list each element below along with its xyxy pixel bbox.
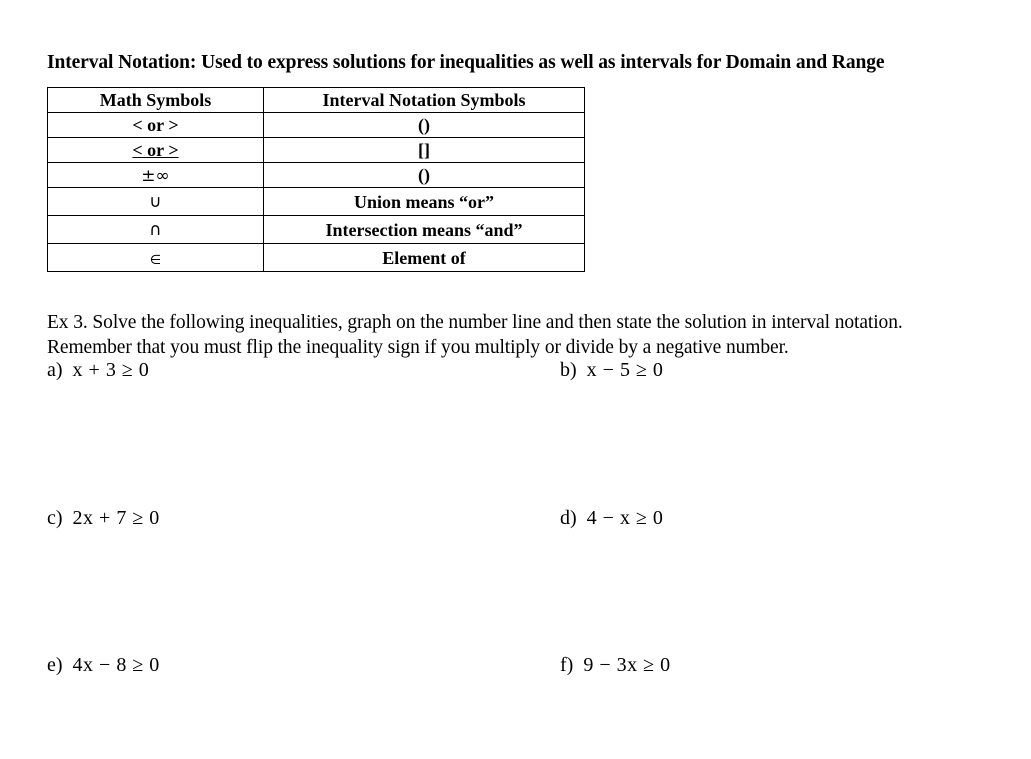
problem-expression: 9 − 3x ≥ 0	[583, 654, 671, 676]
element-of-symbol: ∈	[149, 252, 162, 268]
table-row	[48, 244, 585, 272]
problem-f	[560, 654, 671, 677]
problem-label: f)	[560, 654, 574, 676]
page-heading: Interval Notation: Used to express solutions for inequalities as well as intervals for Domain and Range	[47, 52, 885, 73]
problem-label: b)	[560, 359, 577, 381]
notation-cell: Element of	[264, 244, 585, 272]
symbol-cell: < or >	[48, 113, 264, 138]
example-instructions	[47, 310, 903, 360]
problem-a	[47, 359, 149, 382]
problem-c	[47, 507, 160, 530]
problem-e	[47, 654, 160, 677]
problem-label: c)	[47, 507, 63, 529]
intersection-symbol: ∩	[149, 220, 162, 240]
table-row	[48, 163, 585, 188]
instructions-line-1: Ex 3. Solve the following inequalities, graph on the number line and then state the solution in interval notation.	[47, 312, 903, 333]
problem-b	[560, 359, 663, 382]
problem-d	[560, 507, 663, 530]
plus-minus-infinity-symbol: ±∞	[141, 165, 170, 186]
problem-expression: 4x − 8 ≥ 0	[72, 654, 160, 676]
problem-expression: 4 − x ≥ 0	[586, 507, 664, 529]
symbol-cell: < or >	[48, 138, 264, 163]
notation-cell: []	[264, 138, 585, 163]
table-row	[48, 188, 585, 216]
problem-expression: x − 5 ≥ 0	[586, 359, 664, 381]
table-row	[48, 113, 585, 138]
problem-label: d)	[560, 507, 577, 529]
notation-cell: Union means “or”	[264, 188, 585, 216]
notation-cell: ()	[264, 113, 585, 138]
union-symbol: ∪	[149, 192, 162, 212]
header-math-symbols: Math Symbols	[48, 88, 264, 113]
interval-notation-table	[47, 87, 585, 272]
notation-cell: ()	[264, 163, 585, 188]
table-row	[48, 216, 585, 244]
problem-expression: x + 3 ≥ 0	[72, 359, 150, 381]
problem-label: a)	[47, 359, 63, 381]
problem-label: e)	[47, 654, 63, 676]
table-row	[48, 138, 585, 163]
instructions-line-2: Remember that you must flip the inequality sign if you multiply or divide by a negative number.	[47, 337, 789, 358]
notation-cell: Intersection means “and”	[264, 216, 585, 244]
problem-expression: 2x + 7 ≥ 0	[72, 507, 160, 529]
table-header-row	[48, 88, 585, 113]
header-interval-notation: Interval Notation Symbols	[264, 88, 585, 113]
